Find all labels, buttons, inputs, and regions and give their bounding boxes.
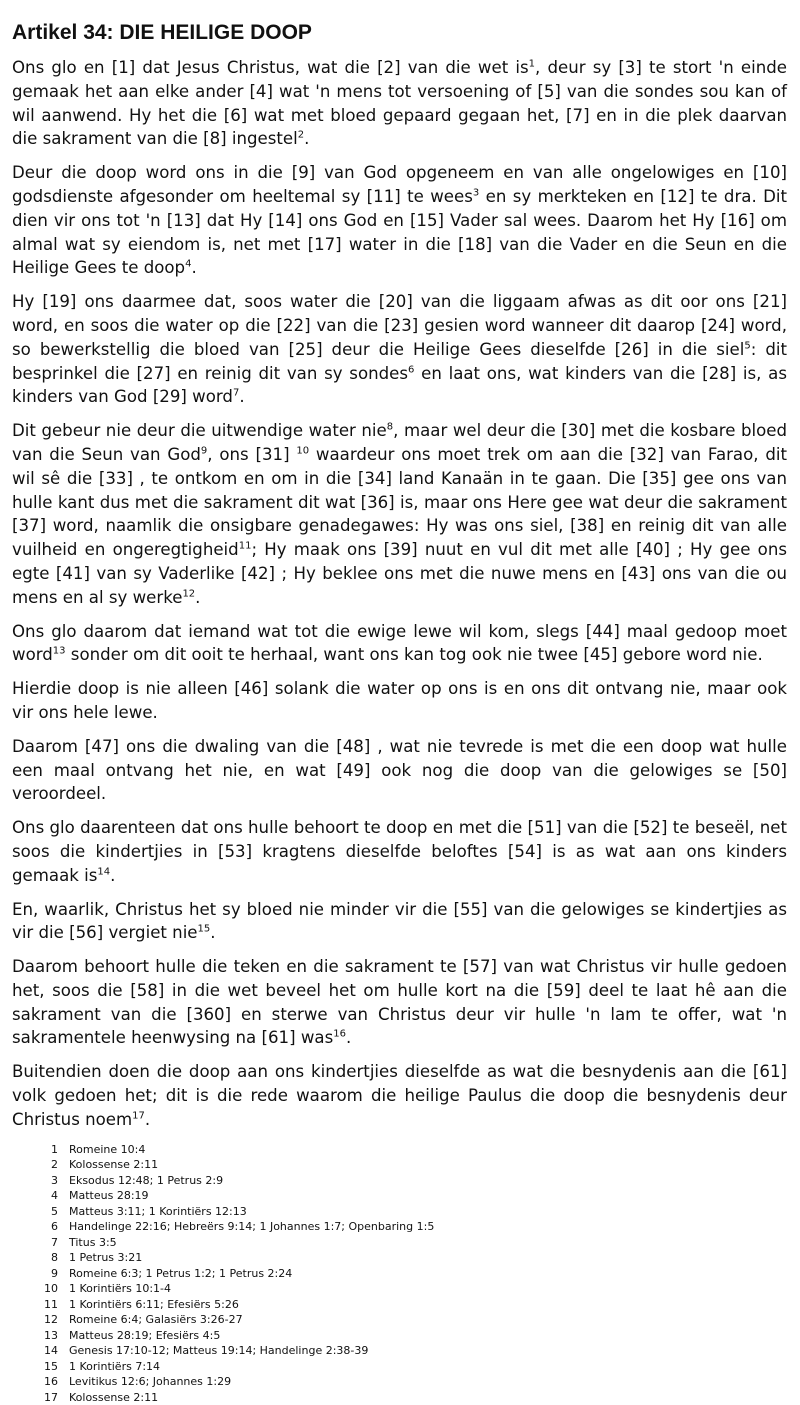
footnote-marker[interactable]: 3 [472, 187, 480, 199]
footnote-item [36, 1297, 787, 1313]
footnote-item [36, 1266, 787, 1282]
footnote-reference: Romeine 6:3; 1 Petrus 1:2; 1 Petrus 2:24 [69, 1266, 293, 1280]
paragraph-text: Hierdie doop is nie alleen [46] solank die water op ons is en ons dit ontvang nie, maar ook vir ons hele lewe. [12, 679, 787, 722]
footnote-marker[interactable]: 7 [232, 387, 240, 399]
footnote-reference: Romeine 6:4; Galasiërs 3:26-27 [69, 1313, 243, 1327]
footnote-reference: Titus 3:5 [69, 1235, 117, 1249]
footnote-number: 6 [51, 1220, 58, 1234]
footnote-number: 3 [51, 1173, 58, 1187]
footnote-item [36, 1281, 787, 1297]
paragraph [12, 620, 787, 668]
paragraph-text: Ons glo en [1] dat Jesus Christus, wat die [2] van die wet is [12, 58, 529, 77]
footnote-item [36, 1390, 787, 1405]
footnote-reference: Kolossense 2:11 [69, 1390, 159, 1404]
footnote-number: 1 [51, 1142, 58, 1156]
paragraph-text: , deur sy [3] te stort 'n einde gemaak het aan elke ander [4] wat 'n mens tot versoening of [5] van die sondes sou kan of wil aanwend. Hy het die [6] wat met bloed gepaard gegaan het, [7] en in die plek daarvan die sakrament van die [8] ingestel [12, 58, 787, 149]
footnote-reference: 1 Korintiërs 6:11; Efesiërs 5:26 [69, 1297, 239, 1311]
footnote-marker[interactable]: 15 [197, 923, 211, 935]
paragraph-text: . [239, 387, 245, 407]
paragraph-text: en laat ons, wat kinders van die [28] is, as kinders van God [29] word [12, 363, 787, 407]
footnote-marker[interactable]: 11 [238, 540, 252, 552]
paragraph [12, 816, 787, 887]
footnote-item [36, 1157, 787, 1173]
paragraph-text: Daarom behoort hulle die teken en die sakrament te [57] van wat Christus vir hulle gedoen het, soos die [58] in die wet beveel het om hulle kort na die [59] deel te laat hê aan die sakrament van die [360] en sterwe van Christus deur vir hulle 'n lam te offer, wat 'n sakramentele heenwysing na [61] was [12, 957, 787, 1048]
footnote-marker[interactable]: 10 [296, 445, 310, 457]
footnote-reference: 1 Petrus 3:21 [69, 1251, 143, 1265]
footnote-item [36, 1359, 787, 1375]
paragraph-text: Buitendien doen die doop aan ons kindertjies dieselfde as wat die besnydenis aan die [61] volk gedoen het; dit is die rede waarom die heilige Paulus die doop die besnydenis deur Christus noem [12, 1062, 787, 1129]
paragraph [12, 955, 787, 1050]
footnote-item [36, 1204, 787, 1220]
footnote-item [36, 1188, 787, 1204]
footnote-number: 15 [44, 1359, 58, 1373]
footnote-number: 17 [44, 1390, 58, 1404]
footnote-reference: Matteus 28:19; Efesiërs 4:5 [69, 1328, 221, 1342]
footnote-reference: Matteus 3:11; 1 Korintiërs 12:13 [69, 1204, 247, 1218]
footnote-item [36, 1328, 787, 1344]
footnote-marker[interactable]: 14 [97, 866, 111, 878]
article-body [12, 56, 787, 1132]
paragraph-text: , maar wel deur die [30] met die kosbare bloed van die Seun van God [12, 421, 787, 464]
footnotes-list [12, 1142, 787, 1405]
paragraph-text: waardeur ons moet trek om aan die [32] van Farao, dit wil sê die [33] , te ontkom en om in die [34] land Kanaän in te gaan. Die [35] gee ons van hulle kant dus met die sakrament dit wat [36] is, maar ons Here gee wat deur die sakrament [37] word, naamlik die onsigbare genadegawes: Hy was ons siel, [38] en reinig dit van alle vuilheid en ongeregtigheid [12, 444, 787, 560]
paragraph-text: . [345, 1028, 352, 1048]
paragraph-text: Deur die doop word ons in die [9] van God opgeneem en van alle ongelowiges en [10] godsdienste afgesonder om heeltemal sy [11] te wees [12, 163, 787, 206]
footnote-marker[interactable]: 13 [52, 645, 66, 657]
paragraph-text: , ons [31] [207, 444, 297, 464]
paragraph-text: . [191, 258, 197, 278]
paragraph [12, 735, 787, 806]
footnote-reference: 1 Korintiërs 10:1-4 [69, 1282, 171, 1296]
paragraph-text: Dit gebeur nie deur die uitwendige water nie [12, 421, 387, 441]
footnote-marker[interactable]: 6 [408, 364, 415, 376]
footnote-reference: Handelinge 22:16; Hebreërs 9:14; 1 Johannes 1:7; Openbaring 1:5 [69, 1220, 435, 1234]
footnote-number: 9 [51, 1266, 58, 1280]
footnote-reference: Romeine 10:4 [69, 1142, 146, 1156]
footnote-marker[interactable]: 9 [200, 445, 208, 457]
footnote-reference: Levitikus 12:6; Johannes 1:29 [69, 1375, 232, 1389]
footnote-marker[interactable]: 1 [528, 58, 536, 70]
paragraph-text: . [304, 129, 310, 149]
footnote-number: 5 [51, 1204, 58, 1218]
footnote-reference: Eksodus 12:48; 1 Petrus 2:9 [69, 1173, 224, 1187]
footnote-reference: 1 Korintiërs 7:14 [69, 1359, 161, 1373]
paragraph-text: en sy merkteken en [12] te dra. Dit dien vir ons tot 'n [13] dat Hy [14] ons God en [15] Vader sal wees. Daarom het Hy [16] om almal wat sy eiendom is, net met [17] water in die [18] van die Vader en die Seun en die Heilige Gees te doop [12, 186, 788, 278]
footnote-number: 11 [44, 1297, 58, 1311]
paragraph [12, 161, 787, 280]
footnote-number: 13 [44, 1328, 58, 1342]
footnote-marker[interactable]: 8 [386, 421, 394, 433]
footnote-marker[interactable]: 17 [132, 1110, 145, 1122]
footnote-number: 7 [51, 1235, 58, 1249]
footnote-number: 14 [44, 1344, 58, 1358]
paragraph-text: Ons glo daarom dat iemand wat tot die ewige lewe wil kom, slegs [44] maal gedoop moet word [12, 621, 787, 665]
paragraph-text: Ons glo daarenteen dat ons hulle behoort te doop en met die [51] van die [52] te beseël, net soos die kindertjies in [53] kragtens dieselfde beloftes [54] is as wat aan ons kinders gemaak is [12, 818, 787, 885]
footnote-marker[interactable]: 5 [744, 340, 751, 352]
footnote-item [36, 1173, 787, 1189]
paragraph-text: Daarom [47] ons die dwaling van die [48] , wat nie tevrede is met die een doop wat hulle een maal ontvang het nie, en wat [49] ook nog die doop van die gelowiges se [50] veroordeel. [12, 736, 787, 804]
paragraph-text: . [144, 1109, 151, 1129]
paragraph [12, 898, 787, 946]
footnote-reference: Kolossense 2:11 [69, 1158, 159, 1172]
paragraph-text: . [210, 923, 216, 943]
footnote-number: 8 [51, 1251, 58, 1265]
footnote-reference: Genesis 17:10-12; Matteus 19:14; Handelinge 2:38-39 [69, 1344, 369, 1358]
article-title: Artikel 34: DIE HEILIGE DOOP [12, 21, 312, 44]
footnote-marker[interactable]: 2 [297, 129, 305, 141]
paragraph [12, 1060, 787, 1131]
paragraph [12, 56, 787, 151]
paragraph-text: Hy [19] ons daarmee dat, soos water die [20] van die liggaam afwas as dit oor ons [21] word, en soos die water op die [22] van die [23] gesien word wanneer dit daarop [24] word, so bewerkstellig die bloed van [25] deur die Heilige Gees dieselfde [26] in die siel [12, 292, 787, 359]
footnote-item [36, 1312, 787, 1328]
footnote-item [36, 1219, 787, 1235]
footnote-item [36, 1343, 787, 1359]
paragraph-text: : dit besprinkel die [27] en reinig dit van sy sondes [12, 339, 787, 383]
footnote-item [36, 1142, 787, 1158]
footnote-marker[interactable]: 4 [185, 258, 192, 270]
footnote-reference: Matteus 28:19 [69, 1189, 149, 1203]
footnote-number: 16 [44, 1375, 58, 1389]
footnote-item [36, 1374, 787, 1390]
footnote-number: 2 [51, 1158, 58, 1172]
footnote-item [36, 1250, 787, 1266]
paragraph-text: . [110, 865, 116, 885]
footnote-number: 10 [44, 1282, 58, 1296]
paragraph [12, 290, 787, 409]
paragraph-text: . [195, 587, 201, 607]
footnote-marker[interactable]: 16 [333, 1028, 346, 1040]
paragraph-text: ; Hy maak ons [39] nuut en vul dit met alle [40] ; Hy gee ons egte [41] van sy Vaderlike [42] ; Hy beklee ons met die nuwe mens en [43] ons van die ou mens en al sy werke [12, 540, 787, 607]
paragraph [12, 419, 787, 609]
footnote-item [36, 1235, 787, 1251]
paragraph-text: En, waarlik, Christus het sy bloed nie minder vir die [55] van die gelowiges se kindertjies as vir die [56] vergiet nie [12, 899, 787, 943]
footnote-number: 4 [51, 1189, 58, 1203]
footnote-marker[interactable]: 12 [182, 588, 196, 600]
footnote-number: 12 [44, 1313, 58, 1327]
paragraph [12, 677, 787, 725]
paragraph-text: sonder om dit ooit te herhaal, want ons kan tog ook nie twee [45] gebore word nie. [65, 645, 763, 665]
